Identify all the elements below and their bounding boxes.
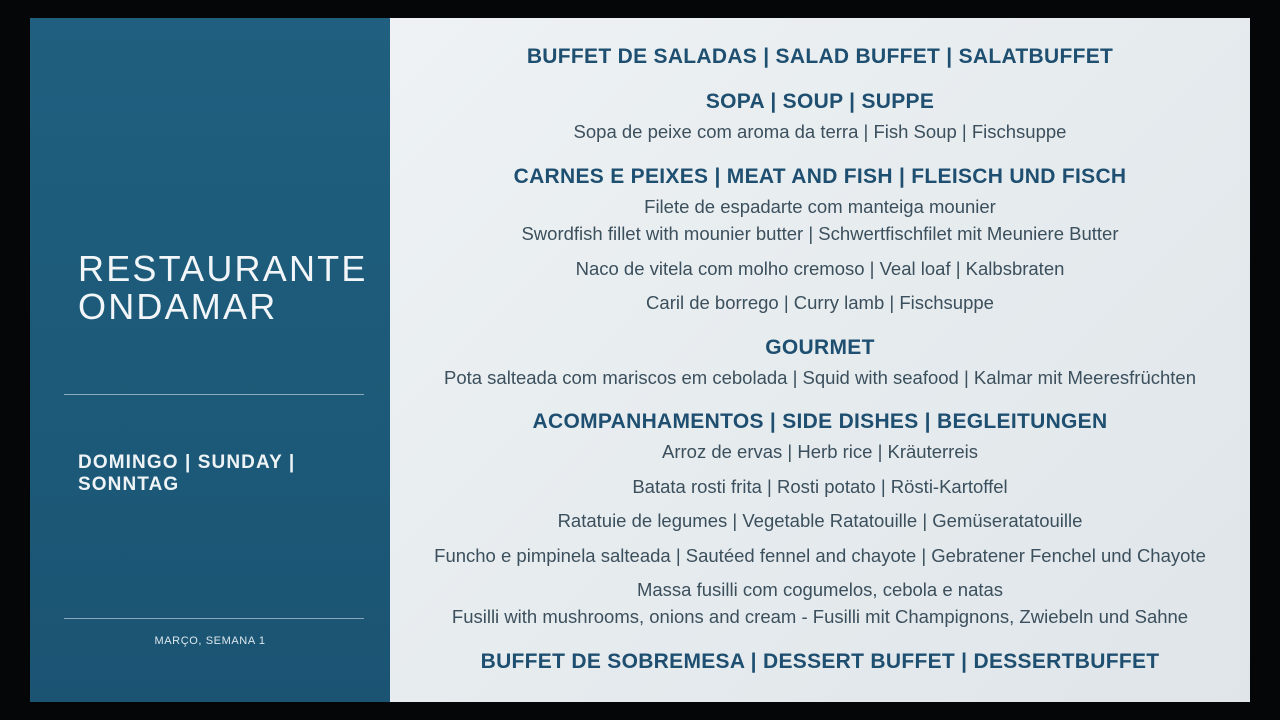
menu-section-side-dishes	[424, 409, 1216, 632]
divider-top	[64, 394, 364, 395]
menu-section-meat-and-fish	[424, 164, 1216, 318]
spacer	[424, 467, 1216, 475]
restaurant-title	[30, 250, 390, 326]
week-label: MARÇO, SEMANA 1	[154, 635, 266, 647]
section-title: CARNES E PEIXES | MEAT AND FISH | FLEISCH UND FISCH	[513, 164, 1127, 188]
section-title: ACOMPANHAMENTOS | SIDE DISHES | BEGLEITUNGEN	[532, 410, 1108, 434]
menu-section-dessert-buffet	[424, 649, 1216, 680]
section-title: BUFFET DE SOBREMESA | DESSERT BUFFET | DESSERTBUFFET	[480, 649, 1160, 673]
spacer	[424, 501, 1216, 509]
menu-section-soup	[424, 89, 1216, 147]
menu-item: Fusilli with mushrooms, onions and cream - Fusilli mit Champignons, Zwiebeln und Sahne	[451, 606, 1189, 628]
menu-item: Ratatuie de legumes | Vegetable Ratatouille | Gemüseratatouille	[557, 510, 1083, 532]
spacer	[424, 283, 1216, 291]
menu-item: Caril de borrego | Curry lamb | Fischsuppe	[646, 292, 994, 314]
divider-bottom	[64, 618, 364, 619]
menu-item: Filete de espadarte com manteiga mounier	[644, 195, 996, 217]
restaurant-title-line2: ONDAMAR	[78, 286, 278, 328]
section-title: BUFFET DE SALADAS | SALAD BUFFET | SALATBUFFET	[526, 45, 1114, 68]
menu-item: Batata rosti frita | Rosti potato | Rösti-Kartoffel	[632, 475, 1008, 497]
restaurant-title-line1: RESTAURANTE	[78, 248, 368, 289]
menu-section-salad-buffet	[424, 44, 1216, 75]
menu-item: Sopa de peixe com aroma da terra | Fish Soup | Fischsuppe	[573, 121, 1067, 143]
menu-item: Naco de vitela com molho cremoso | Veal loaf | Kalbsbraten	[575, 257, 1065, 279]
menu-content-panel	[390, 18, 1250, 702]
day-label: DOMINGO | SUNDAY | SONNTAG	[78, 452, 296, 495]
menu-board	[30, 18, 1250, 702]
spacer	[424, 249, 1216, 257]
menu-section-gourmet	[424, 335, 1216, 393]
spacer	[424, 536, 1216, 544]
spacer	[424, 570, 1216, 578]
section-title: SOPA | SOUP | SUPPE	[705, 90, 935, 114]
menu-item: Arroz de ervas | Herb rice | Kräuterreis	[662, 441, 978, 463]
restaurant-identity-panel	[30, 18, 390, 702]
menu-item: Pota salteada com mariscos em cebolada | Squid with seafood | Kalmar mit Meeresfrüchten	[443, 366, 1197, 388]
menu-item: Funcho e pimpinela salteada | Sautéed fennel and chayote | Gebratener Fenchel und Chayote	[434, 544, 1206, 566]
section-title: GOURMET	[765, 335, 875, 359]
menu-item: Massa fusilli com cogumelos, cebola e natas	[636, 579, 1004, 600]
menu-item: Swordfish fillet with mounier butter | Schwertfischfilet mit Meuniere Butter	[521, 223, 1119, 245]
